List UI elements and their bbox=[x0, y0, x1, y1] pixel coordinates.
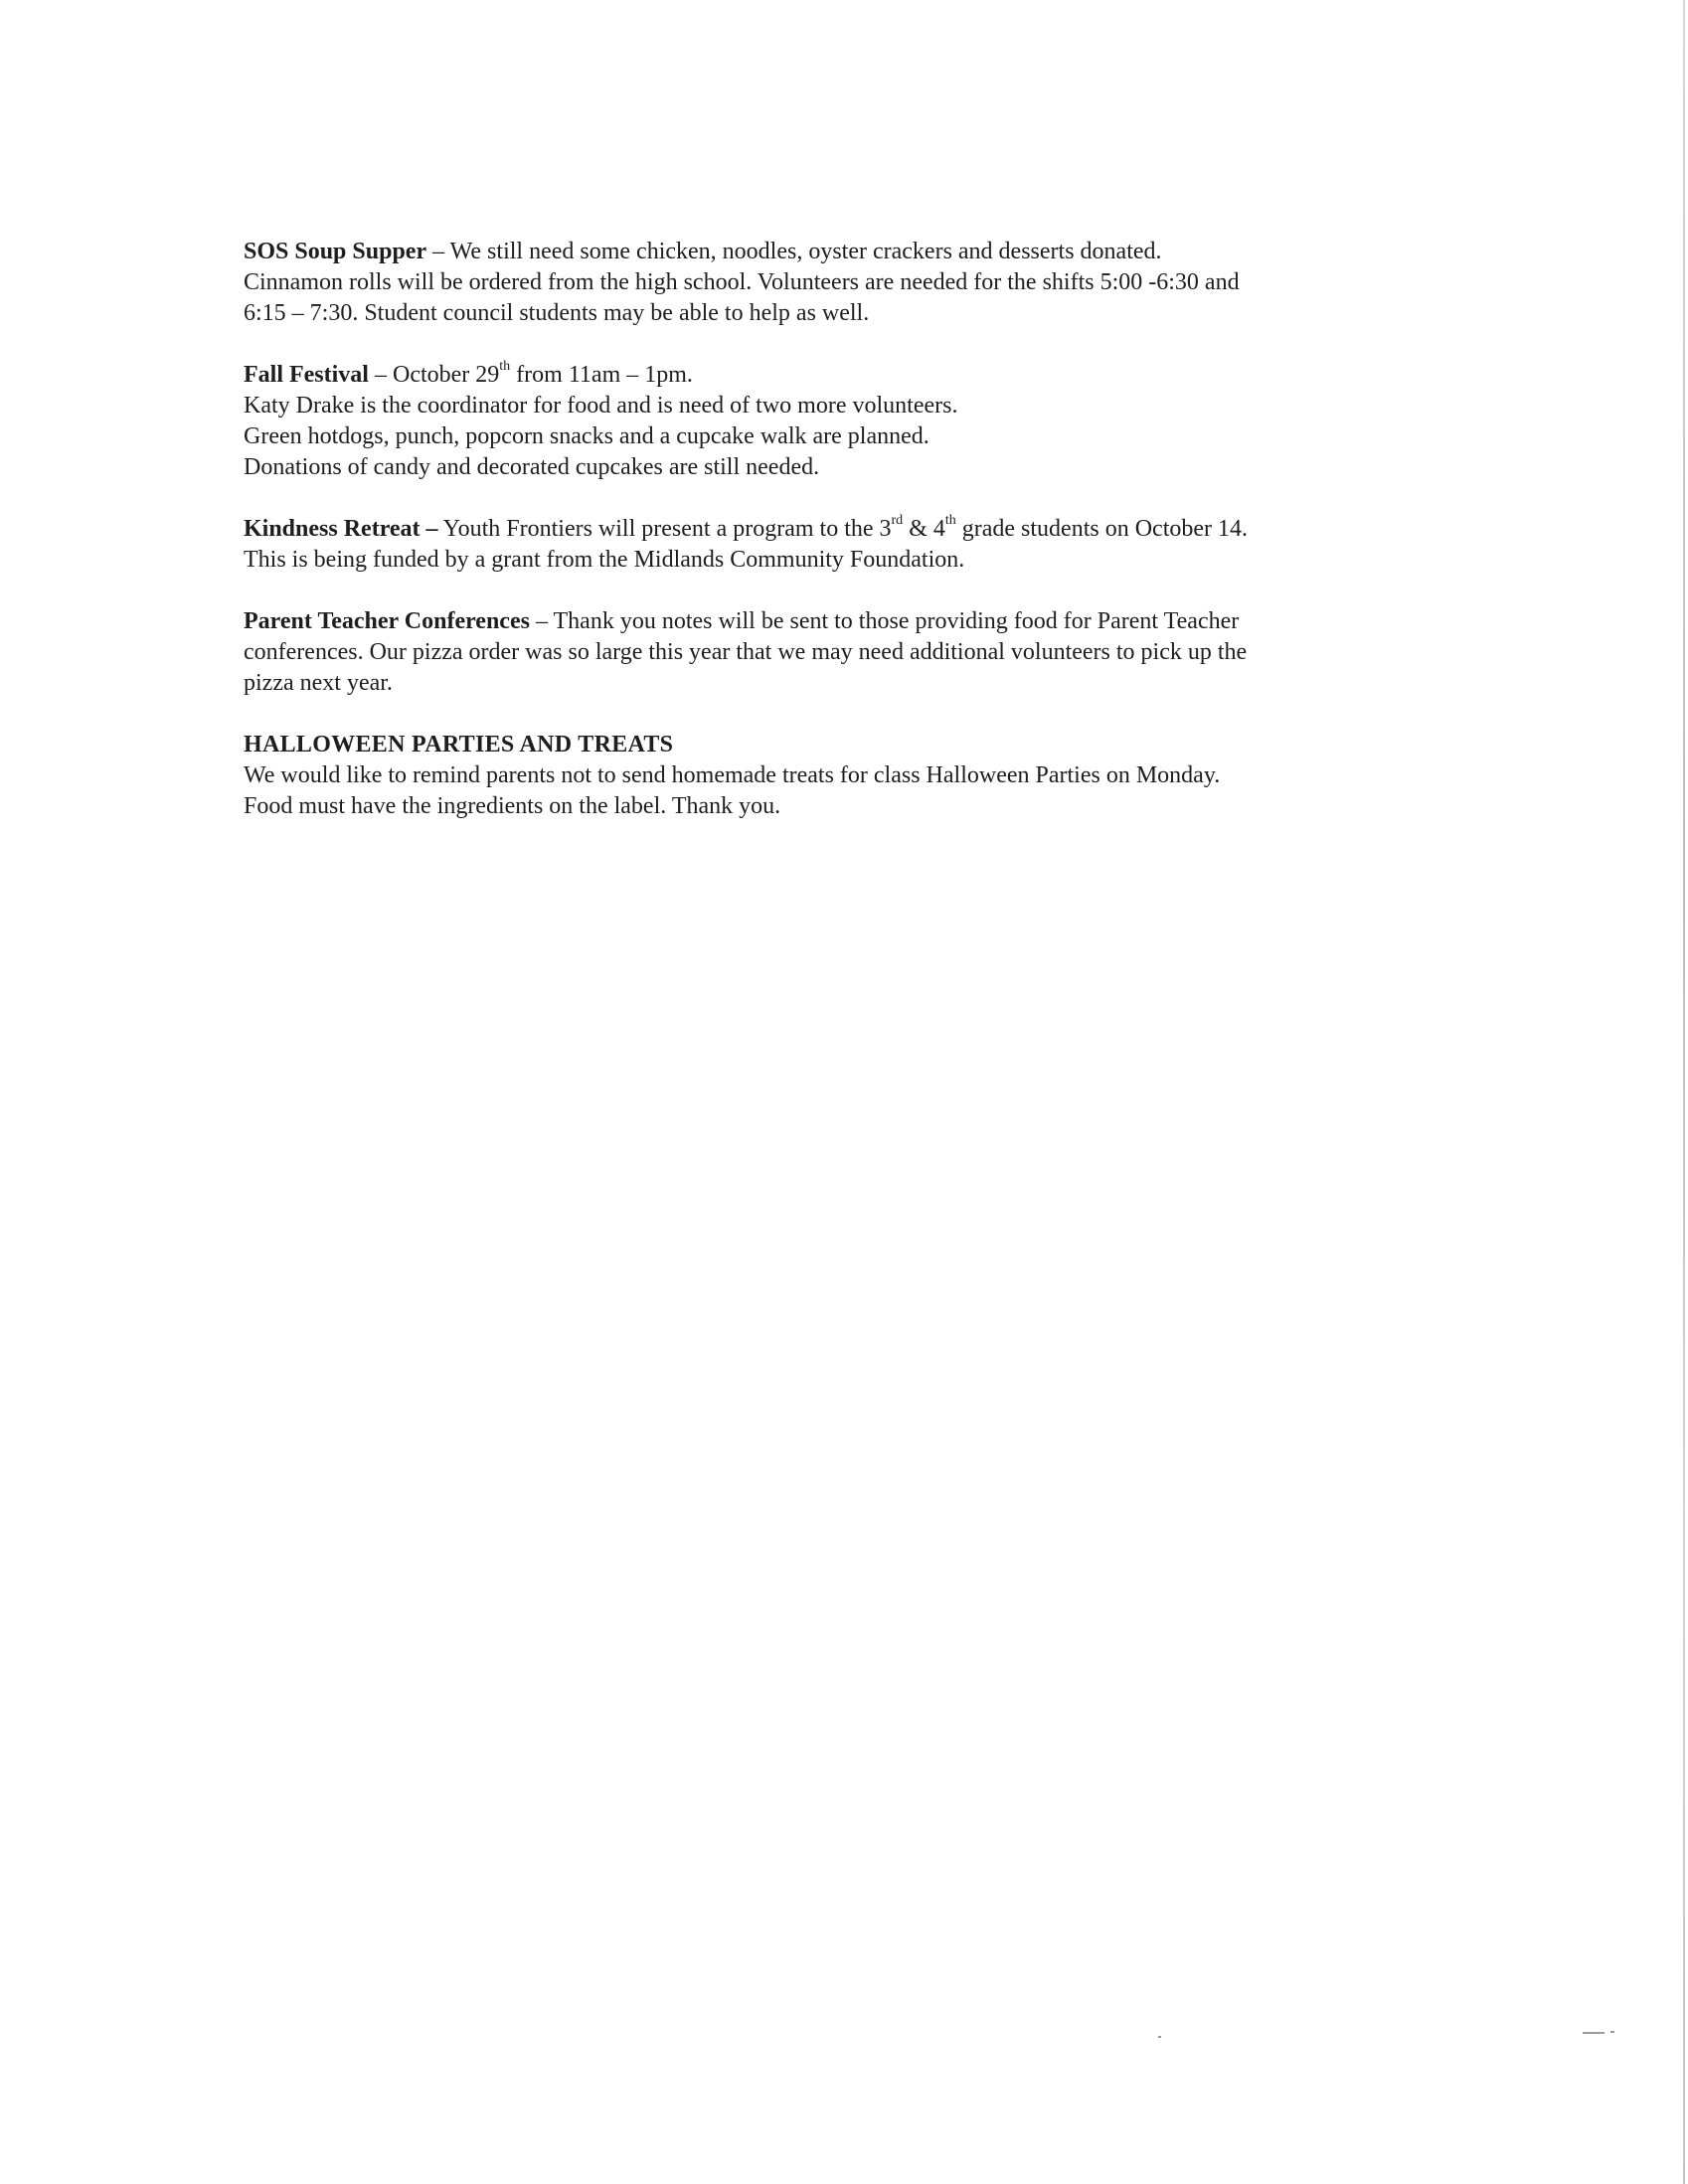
section-heading: Kindness Retreat – bbox=[244, 516, 438, 542]
paragraph-text: – We still need some chicken, noodles, oyster crackers and desserts donated. bbox=[426, 239, 1162, 264]
paragraph-line: Food must have the ingredients on the label. Thank you. bbox=[244, 793, 781, 819]
scan-speck bbox=[1158, 2036, 1161, 2038]
paragraph-line: Cinnamon rolls will be ordered from the high school. Volunteers are needed for the shifts 5:00 -6:30 and bbox=[244, 269, 1240, 295]
section-fall-festival bbox=[244, 360, 1456, 483]
ordinal-suffix: th bbox=[944, 513, 956, 528]
paragraph-text: Youth Frontiers will present a program to the 3 bbox=[437, 516, 892, 542]
paragraph-line bbox=[244, 360, 1456, 391]
paragraph-text: & 4 bbox=[903, 516, 945, 542]
paragraph-line: 6:15 – 7:30. Student council students may be able to help as well. bbox=[244, 300, 870, 326]
section-sos-soup-supper bbox=[244, 237, 1456, 329]
scan-edge-shadow bbox=[1683, 0, 1685, 2184]
section-halloween-parties bbox=[244, 730, 1456, 822]
section-heading: SOS Soup Supper bbox=[244, 239, 427, 264]
paragraph-line bbox=[244, 237, 1456, 267]
paragraph-line bbox=[244, 514, 1456, 545]
section-parent-teacher-conferences bbox=[244, 606, 1456, 699]
section-heading: Fall Festival bbox=[244, 362, 369, 388]
scan-speck bbox=[1583, 2032, 1604, 2034]
ordinal-suffix: th bbox=[499, 359, 511, 374]
paragraph-line bbox=[244, 606, 1456, 637]
section-kindness-retreat bbox=[244, 514, 1456, 576]
section-heading: Parent Teacher Conferences bbox=[244, 608, 530, 634]
section-heading: HALLOWEEN PARTIES AND TREATS bbox=[244, 732, 674, 757]
paragraph-line: This is being funded by a grant from the Midlands Community Foundation. bbox=[244, 547, 965, 573]
paragraph-line: Donations of candy and decorated cupcakes are still needed. bbox=[244, 454, 820, 480]
paragraph-line: We would like to remind parents not to send homemade treats for class Halloween Parties on Monday. bbox=[244, 762, 1221, 788]
paragraph-text: from 11am – 1pm. bbox=[510, 362, 693, 388]
paragraph-text: grade students on October 14. bbox=[955, 516, 1249, 542]
paragraph-line: conferences. Our pizza order was so large this year that we may need additional volunteers to pick up the bbox=[244, 639, 1248, 665]
paragraph-text: – October 29 bbox=[368, 362, 500, 388]
paragraph-line: Green hotdogs, punch, popcorn snacks and a cupcake walk are planned. bbox=[244, 423, 929, 449]
paragraph-text: – Thank you notes will be sent to those providing food for Parent Teacher bbox=[529, 608, 1240, 634]
ordinal-suffix: rd bbox=[891, 513, 904, 528]
paragraph-line: pizza next year. bbox=[244, 670, 393, 696]
paragraph-line: Katy Drake is the coordinator for food and is need of two more volunteers. bbox=[244, 393, 958, 419]
document-body bbox=[244, 237, 1456, 853]
scan-speck bbox=[1610, 2031, 1614, 2033]
